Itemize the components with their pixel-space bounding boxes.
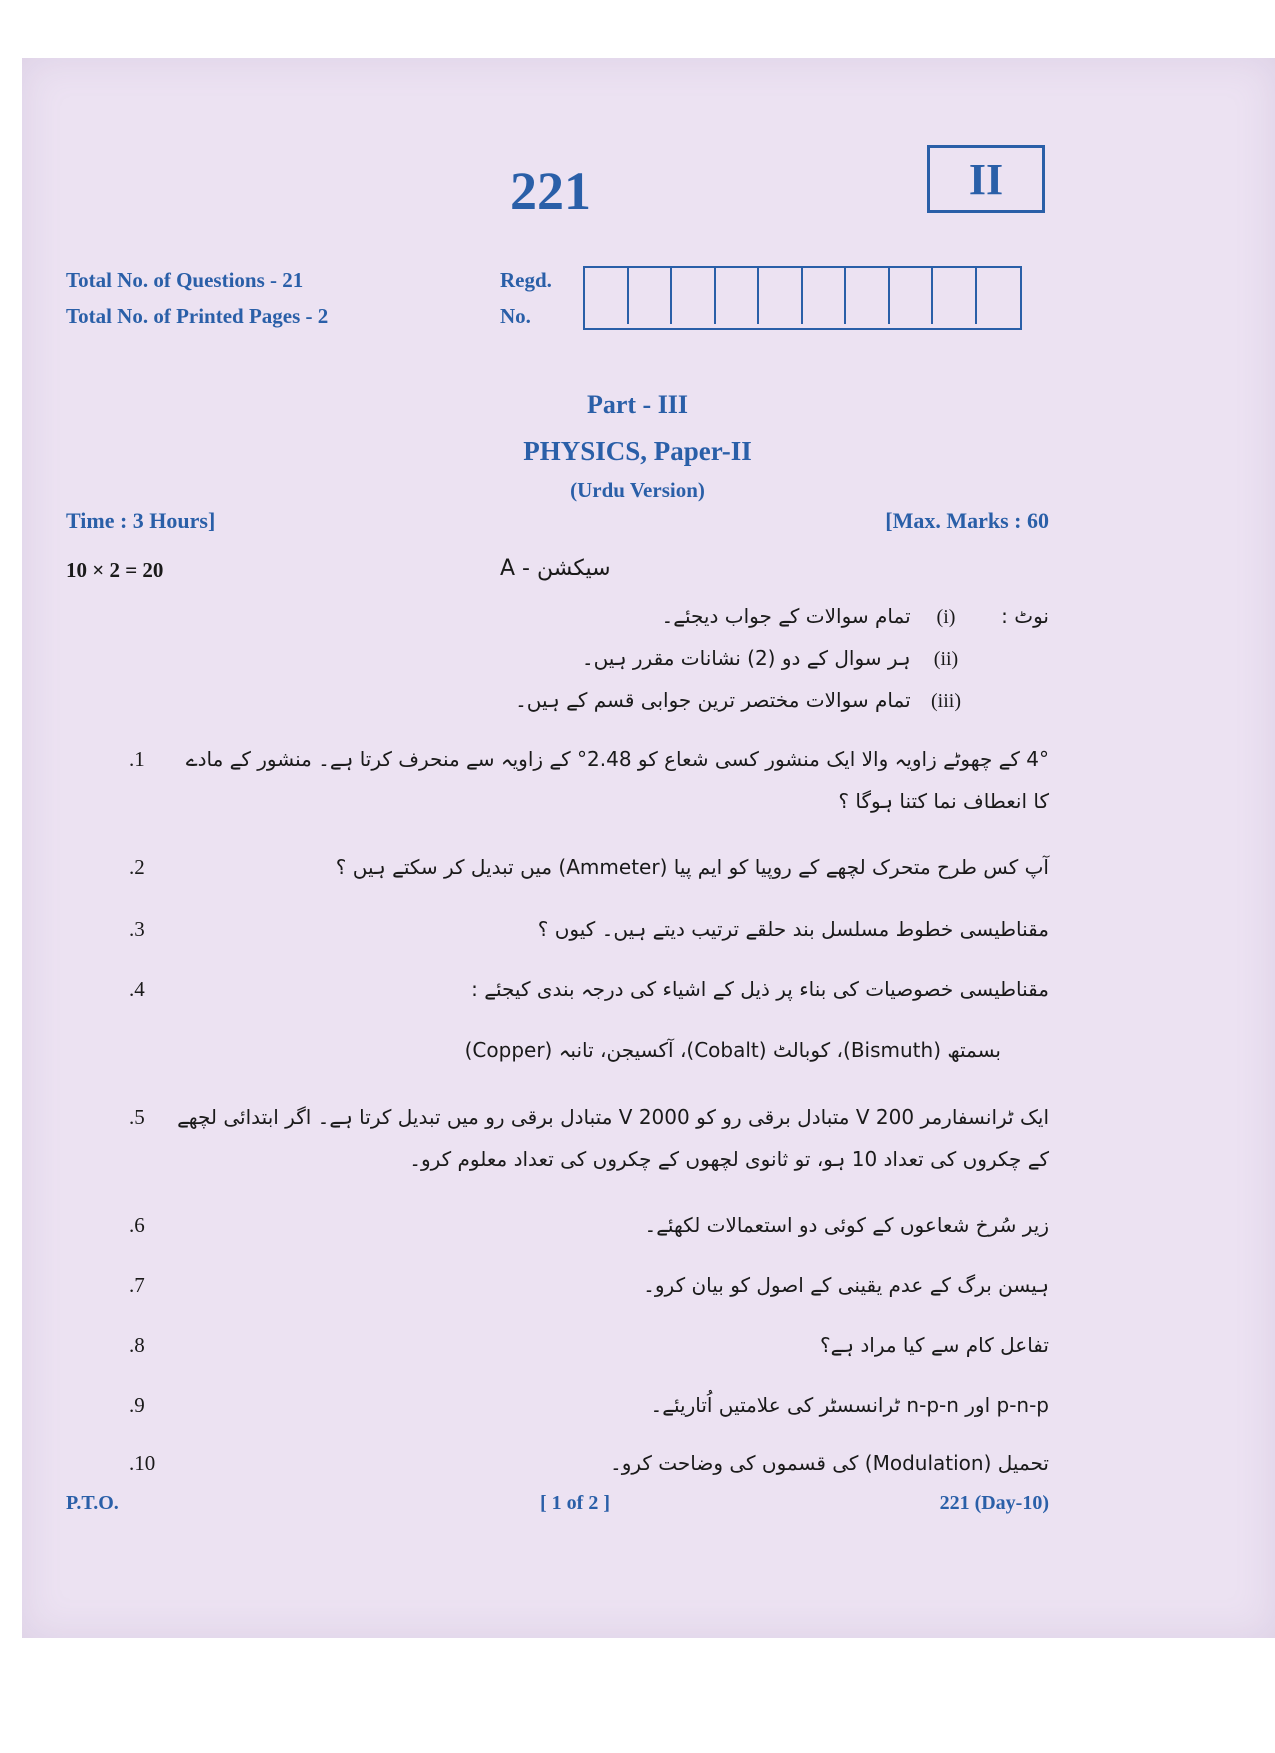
question-number: .7 — [129, 1273, 145, 1297]
question-text: تفاعل کام سے کیا مراد ہے؟ — [819, 1333, 1049, 1357]
question-7 — [129, 1264, 1049, 1306]
regd-cell — [585, 268, 629, 324]
note-item-num: (ii) — [933, 648, 959, 670]
part-title: Part - III — [586, 390, 689, 419]
regd-cell — [672, 268, 716, 324]
time-allowed: Time : 3 Hours] — [66, 508, 216, 533]
total-questions: Total No. of Questions - 21 — [66, 268, 304, 292]
question-1 — [129, 738, 1049, 822]
question-text: زیر سُرخ شعاعوں کے کوئی دو استعمالات لکھئے۔ — [644, 1213, 1049, 1237]
question-text: مقناطیسی خطوط مسلسل بند حلقے ترتیب دیتے ہیں۔ کیوں ؟ — [537, 917, 1049, 941]
question-text: تحمیل (Modulation) کی قسموں کی وضاحت کرو۔ — [609, 1451, 1049, 1475]
paper-day-code: 221 (Day-10) — [939, 1492, 1049, 1514]
question-number: .5 — [129, 1105, 145, 1129]
regd-cell — [759, 268, 803, 324]
question-text: 4° کے چھوٹے زاویہ والا ایک منشور کسی شعاع کو 2.48° کے زاویہ سے منحرف کرتا ہے۔ منشور کے مادے کا انعطاف نما کتنا ہوگا ؟ — [185, 747, 1049, 813]
pto-label: P.T.O. — [66, 1492, 119, 1514]
question-number: .8 — [129, 1333, 145, 1357]
question-number: .4 — [129, 977, 145, 1001]
regd-cell — [890, 268, 934, 324]
marks-scheme: 10 × 2 = 20 — [66, 558, 164, 582]
question-8 — [129, 1324, 1049, 1366]
note-item-num: (iii) — [931, 690, 961, 712]
question-4 — [129, 968, 1049, 1010]
set-label: II — [968, 154, 1004, 204]
note-item-text: تمام سوالات کے جواب دیجئے۔ — [661, 604, 911, 628]
regd-cell — [933, 268, 977, 324]
question-text: p-n-p اور n-p-n ٹرانسسٹر کی علامتیں اُتاریئے۔ — [650, 1393, 1049, 1417]
question-text: ہیسن برگ کے عدم یقینی کے اصول کو بیان کرو۔ — [643, 1273, 1049, 1297]
question-3 — [129, 908, 1049, 950]
question-number: .3 — [129, 917, 145, 941]
question-number: .9 — [129, 1393, 145, 1417]
total-pages: Total No. of Printed Pages - 2 — [66, 304, 329, 328]
question-text: آپ کس طرح متحرک لچھے کے روپیا کو ایم پیا (Ammeter) میں تبدیل کر سکتے ہیں ؟ — [335, 855, 1049, 879]
regd-cell — [716, 268, 760, 324]
max-marks: [Max. Marks : 60 — [885, 508, 1049, 533]
note-item-text: تمام سوالات مختصر ترین جوابی قسم کے ہیں۔ — [515, 688, 911, 712]
regd-cell — [977, 268, 1021, 324]
regd-number-boxes — [583, 266, 1022, 330]
note-item-text: ہر سوال کے دو (2) نشانات مقرر ہیں۔ — [581, 646, 911, 670]
question-9 — [129, 1384, 1049, 1426]
regd-cell — [629, 268, 673, 324]
regd-cell — [846, 268, 890, 324]
question-number: .2 — [129, 855, 145, 879]
question-number: .1 — [129, 747, 145, 771]
question-6 — [129, 1204, 1049, 1246]
question-text: ایک ٹرانسفارمر 200 V متبادل برقی رو کو 2000 V متبادل برقی رو میں تبدیل کرتا ہے۔ اگر ابتدائی لچھے کے چکروں کی تعداد 10 ہو، تو ثانوی لچھوں کے چکروں کی تعداد معلوم کرو۔ — [177, 1105, 1049, 1171]
regd-label-2: No. — [500, 304, 531, 328]
set-box — [927, 145, 1045, 213]
page-indicator: [ 1 of 2 ] — [540, 1492, 610, 1514]
subject-title: PHYSICS, Paper-II — [523, 436, 752, 466]
note-item — [515, 688, 975, 713]
question-number: .10 — [129, 1451, 156, 1475]
paper-code: 221 — [510, 161, 591, 221]
question-10 — [129, 1442, 1049, 1484]
note-item-num: (i) — [936, 606, 956, 628]
regd-cell — [803, 268, 847, 324]
question-number: .6 — [129, 1213, 145, 1237]
note-item — [582, 646, 975, 671]
question-text: مقناطیسی خصوصیات کی بناء پر ذیل کے اشیاء کی درجہ بندی کیجئے : — [471, 977, 1049, 1001]
regd-label-1: Regd. — [500, 268, 552, 292]
note-label: نوٹ : — [1001, 604, 1049, 628]
note-item — [662, 604, 975, 629]
question-5 — [129, 1096, 1049, 1180]
question-2 — [129, 846, 1049, 888]
version-title: (Urdu Version) — [570, 478, 705, 502]
section-heading: سیکشن - A — [500, 556, 611, 581]
question-4-items: بسمتھ (Bismuth)، کوبالٹ (Cobalt)، آکسیجن، تانبہ (Copper) — [464, 1038, 1001, 1062]
